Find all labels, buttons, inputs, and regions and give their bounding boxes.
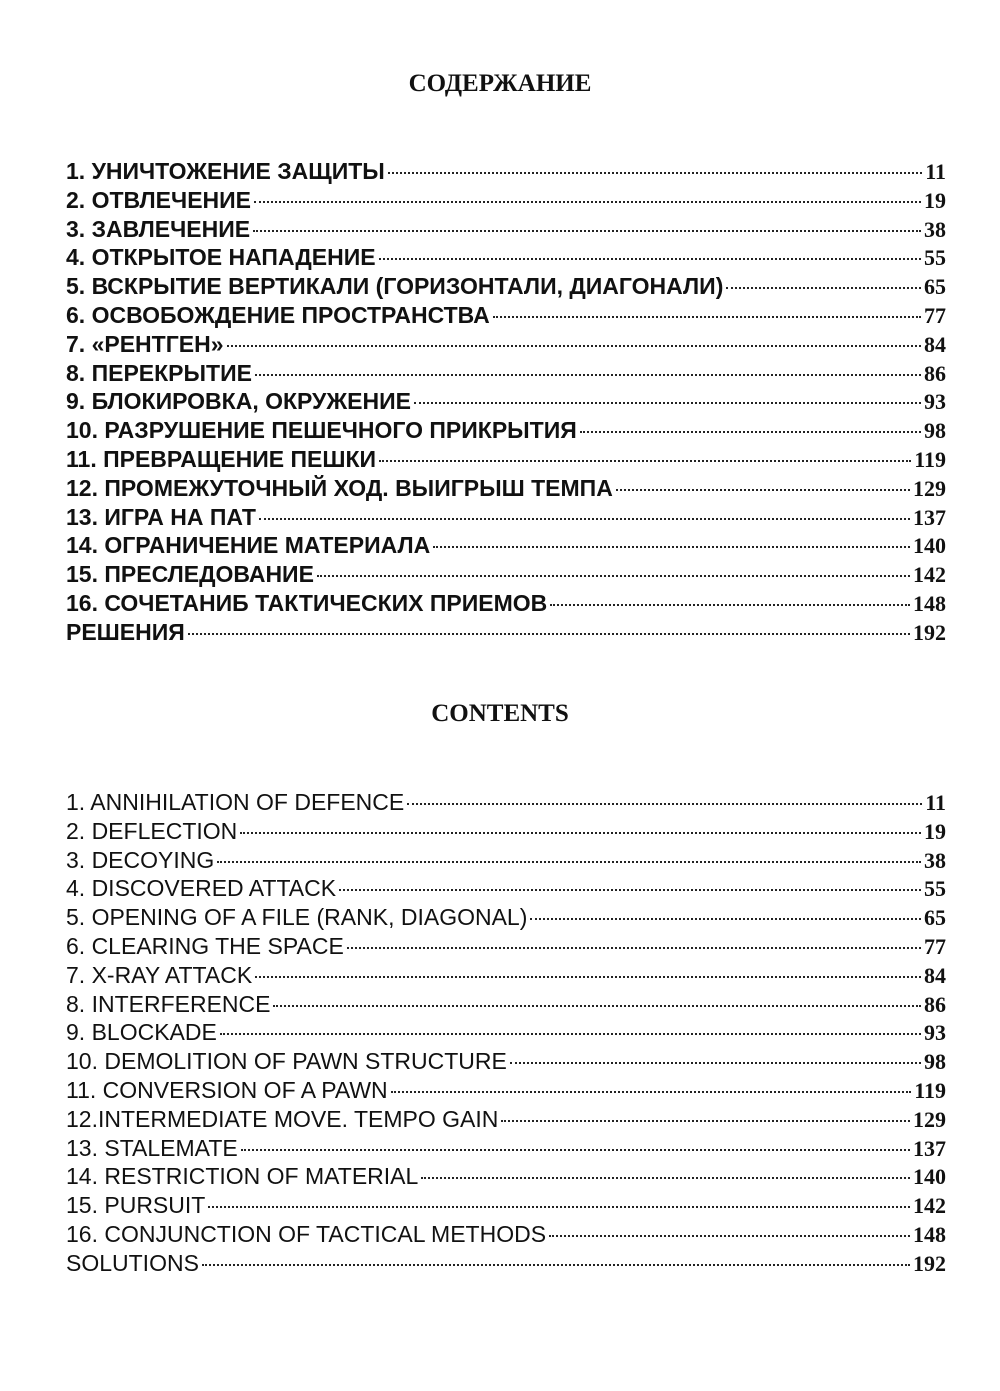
dot-leader	[241, 1149, 910, 1151]
toc-entry-title: 1. УНИЧТОЖЕНИЕ ЗАЩИТЫ	[66, 158, 385, 184]
dot-leader	[227, 345, 922, 347]
dot-leader	[317, 575, 910, 577]
toc-entry	[66, 417, 946, 446]
toc-entry	[66, 789, 946, 818]
toc-entry	[66, 1221, 946, 1250]
toc-entry-title: 3. ЗАВЛЕЧЕНИЕ	[66, 215, 251, 242]
dot-leader	[550, 604, 910, 606]
toc-entry-page-number: 98	[924, 1049, 946, 1075]
toc-entry-page-number: 93	[924, 1020, 946, 1046]
dot-leader	[253, 230, 921, 232]
toc-entry-title: 6. ОСВОБОЖДЕНИЕ ПРОСТРАНСТВА	[66, 301, 490, 328]
toc-entry-page-number: 119	[914, 1077, 946, 1103]
toc-entry-title: 12. ПРОМЕЖУТОЧНЫЙ ХОД. ВЫИГРЫШ ТЕМПА	[66, 474, 613, 501]
toc-entry-title: 16. CONJUNCTION OF TACTICAL METHODS	[66, 1220, 547, 1247]
toc-entry-title: РЕШЕНИЯ	[66, 618, 185, 645]
toc-entry	[66, 1163, 946, 1192]
toc-entry-title: 15. PURSUIT	[66, 1192, 206, 1219]
toc-entry-page-number: 38	[924, 216, 946, 242]
toc-entry-page-number: 140	[913, 1164, 946, 1190]
toc-entry	[66, 619, 946, 648]
toc-entry	[66, 561, 946, 590]
dot-leader	[530, 918, 921, 920]
toc-entry-page-number: 192	[913, 619, 946, 645]
toc-entry-page-number: 65	[924, 905, 946, 931]
dot-leader	[240, 832, 921, 834]
toc-entry-title: 12.INTERMEDIATE MOVE. TEMPO GAIN	[66, 1105, 499, 1132]
toc-entry-title: 10. РАЗРУШЕНИЕ ПЕШЕЧНОГО ПРИКРЫТИЯ	[66, 417, 577, 444]
english-toc-list	[66, 789, 946, 1279]
toc-entry	[66, 1077, 946, 1106]
toc-entry-page-number: 142	[913, 1193, 946, 1219]
toc-entry-title: 13. ИГРА НА ПАТ	[66, 503, 256, 530]
toc-entry-page-number: 192	[913, 1250, 946, 1276]
toc-entry-page-number: 19	[924, 187, 946, 213]
toc-entry	[66, 875, 946, 904]
toc-entry	[66, 962, 946, 991]
dot-leader	[379, 460, 911, 462]
toc-entry-page-number: 140	[913, 533, 946, 559]
toc-entry	[66, 847, 946, 876]
toc-entry-page-number: 84	[924, 962, 946, 988]
toc-entry-page-number: 137	[913, 1135, 946, 1161]
russian-contents-title: СОДЕРЖАНИЕ	[408, 70, 592, 97]
toc-entry-page-number: 11	[925, 790, 946, 815]
toc-entry-title: 2. ОТВЛЕЧЕНИЕ	[66, 186, 252, 213]
dot-leader	[255, 374, 921, 376]
toc-entry	[66, 904, 946, 933]
toc-entry-title: 9. БЛОКИРОВКА, ОКРУЖЕНИЕ	[66, 388, 411, 415]
dot-leader	[501, 1120, 910, 1122]
toc-entry-page-number: 129	[913, 475, 946, 501]
toc-entry-page-number: 148	[913, 590, 946, 616]
dot-leader	[347, 947, 921, 949]
dot-leader	[391, 1091, 912, 1093]
toc-entry-page-number: 93	[924, 389, 946, 415]
toc-entry	[66, 446, 946, 475]
toc-entry-page-number: 65	[924, 274, 946, 300]
toc-entry-page-number: 11	[925, 159, 946, 184]
dot-leader	[379, 258, 921, 260]
toc-entry	[66, 360, 946, 389]
toc-entry-title: 7. X-RAY ATTACK	[66, 961, 253, 988]
dot-leader	[254, 201, 921, 203]
toc-entry-page-number: 119	[914, 446, 946, 472]
toc-entry	[66, 1250, 946, 1279]
toc-entry-title: 8. INTERFERENCE	[66, 990, 271, 1017]
toc-entry	[66, 1048, 946, 1077]
dot-leader	[217, 861, 921, 863]
toc-entry-title: 14. RESTRICTION OF MATERIAL	[66, 1163, 419, 1190]
toc-entry	[66, 1135, 946, 1164]
toc-entry-page-number: 84	[924, 331, 946, 357]
toc-entry-page-number: 148	[913, 1221, 946, 1247]
toc-entry-page-number: 129	[913, 1106, 946, 1132]
toc-entry	[66, 331, 946, 360]
dot-leader	[616, 489, 910, 491]
toc-entry-title: 5. ВСКРЫТИЕ ВЕРТИКАЛИ (ГОРИЗОНТАЛИ, ДИАГОНАЛИ)	[66, 273, 724, 300]
toc-entry-title: 7. «РЕНТГЕН»	[66, 330, 224, 357]
dot-leader	[493, 316, 921, 318]
toc-entry	[66, 216, 946, 245]
toc-entry-title: 10. DEMOLITION OF PAWN STRUCTURE	[66, 1048, 507, 1075]
toc-entry-title: 15. ПРЕСЛЕДОВАНИЕ	[66, 561, 314, 588]
toc-entry-title: 16. СОЧЕТАНИБ ТАКТИЧЕСКИХ ПРИЕМОВ	[66, 589, 548, 616]
toc-entry-page-number: 19	[924, 818, 946, 844]
toc-entry	[66, 475, 946, 504]
toc-entry	[66, 273, 946, 302]
toc-entry-title: 8. ПЕРЕКРЫТИЕ	[66, 359, 252, 386]
toc-entry-page-number: 77	[924, 933, 946, 959]
toc-entry	[66, 158, 946, 187]
dot-leader	[388, 172, 922, 174]
dot-leader	[421, 1177, 910, 1179]
toc-entry	[66, 302, 946, 331]
dot-leader	[273, 1005, 921, 1007]
dot-leader	[208, 1206, 910, 1208]
toc-entry-page-number: 98	[924, 418, 946, 444]
dot-leader	[510, 1062, 921, 1064]
toc-entry-title: 11. ПРЕВРАЩЕНИЕ ПЕШКИ	[66, 445, 377, 472]
toc-entry	[66, 244, 946, 273]
toc-entry-title: 2. DEFLECTION	[66, 817, 238, 844]
toc-entry	[66, 1192, 946, 1221]
toc-entry-page-number: 86	[924, 360, 946, 386]
toc-entry-title: 11. CONVERSION OF A PAWN	[66, 1076, 388, 1103]
toc-entry-title: 14. ОГРАНИЧЕНИЕ МАТЕРИАЛА	[66, 532, 431, 559]
dot-leader	[259, 518, 910, 520]
toc-entry	[66, 991, 946, 1020]
russian-toc-list	[66, 158, 946, 648]
toc-entry	[66, 933, 946, 962]
dot-leader	[414, 402, 921, 404]
toc-entry-page-number: 55	[924, 245, 946, 271]
toc-entry	[66, 504, 946, 533]
dot-leader	[580, 431, 921, 433]
toc-entry-title: SOLUTIONS	[66, 1249, 199, 1276]
toc-entry-page-number: 86	[924, 991, 946, 1017]
toc-entry-title: 9. BLOCKADE	[66, 1019, 217, 1046]
toc-entry-page-number: 38	[924, 847, 946, 873]
dot-leader	[726, 287, 921, 289]
dot-leader	[255, 976, 921, 978]
toc-entry-title: 3. DECOYING	[66, 846, 215, 873]
dot-leader	[202, 1264, 910, 1266]
toc-entry	[66, 590, 946, 619]
toc-entry-page-number: 77	[924, 302, 946, 328]
dot-leader	[220, 1033, 921, 1035]
toc-entry-page-number: 55	[924, 876, 946, 902]
toc-entry-title: 1. ANNIHILATION OF DEFENCE	[66, 789, 405, 815]
english-contents-title: CONTENTS	[431, 700, 569, 727]
toc-entry-title: 6. CLEARING THE SPACE	[66, 932, 344, 959]
toc-entry-title: 4. ОТКРЫТОЕ НАПАДЕНИЕ	[66, 244, 376, 271]
toc-entry	[66, 388, 946, 417]
dot-leader	[339, 889, 921, 891]
dot-leader	[188, 633, 910, 635]
toc-entry	[66, 818, 946, 847]
toc-entry-page-number: 142	[913, 562, 946, 588]
toc-entry-title: 13. STALEMATE	[66, 1134, 238, 1161]
dot-leader	[407, 803, 922, 805]
dot-leader	[549, 1235, 910, 1237]
toc-entry	[66, 1106, 946, 1135]
toc-entry-title: 5. OPENING OF A FILE (RANK, DIAGONAL)	[66, 904, 528, 931]
dot-leader	[433, 546, 910, 548]
toc-entry	[66, 1019, 946, 1048]
toc-entry-title: 4. DISCOVERED ATTACK	[66, 875, 337, 902]
toc-entry	[66, 532, 946, 561]
toc-entry-page-number: 137	[913, 504, 946, 530]
toc-entry	[66, 187, 946, 216]
